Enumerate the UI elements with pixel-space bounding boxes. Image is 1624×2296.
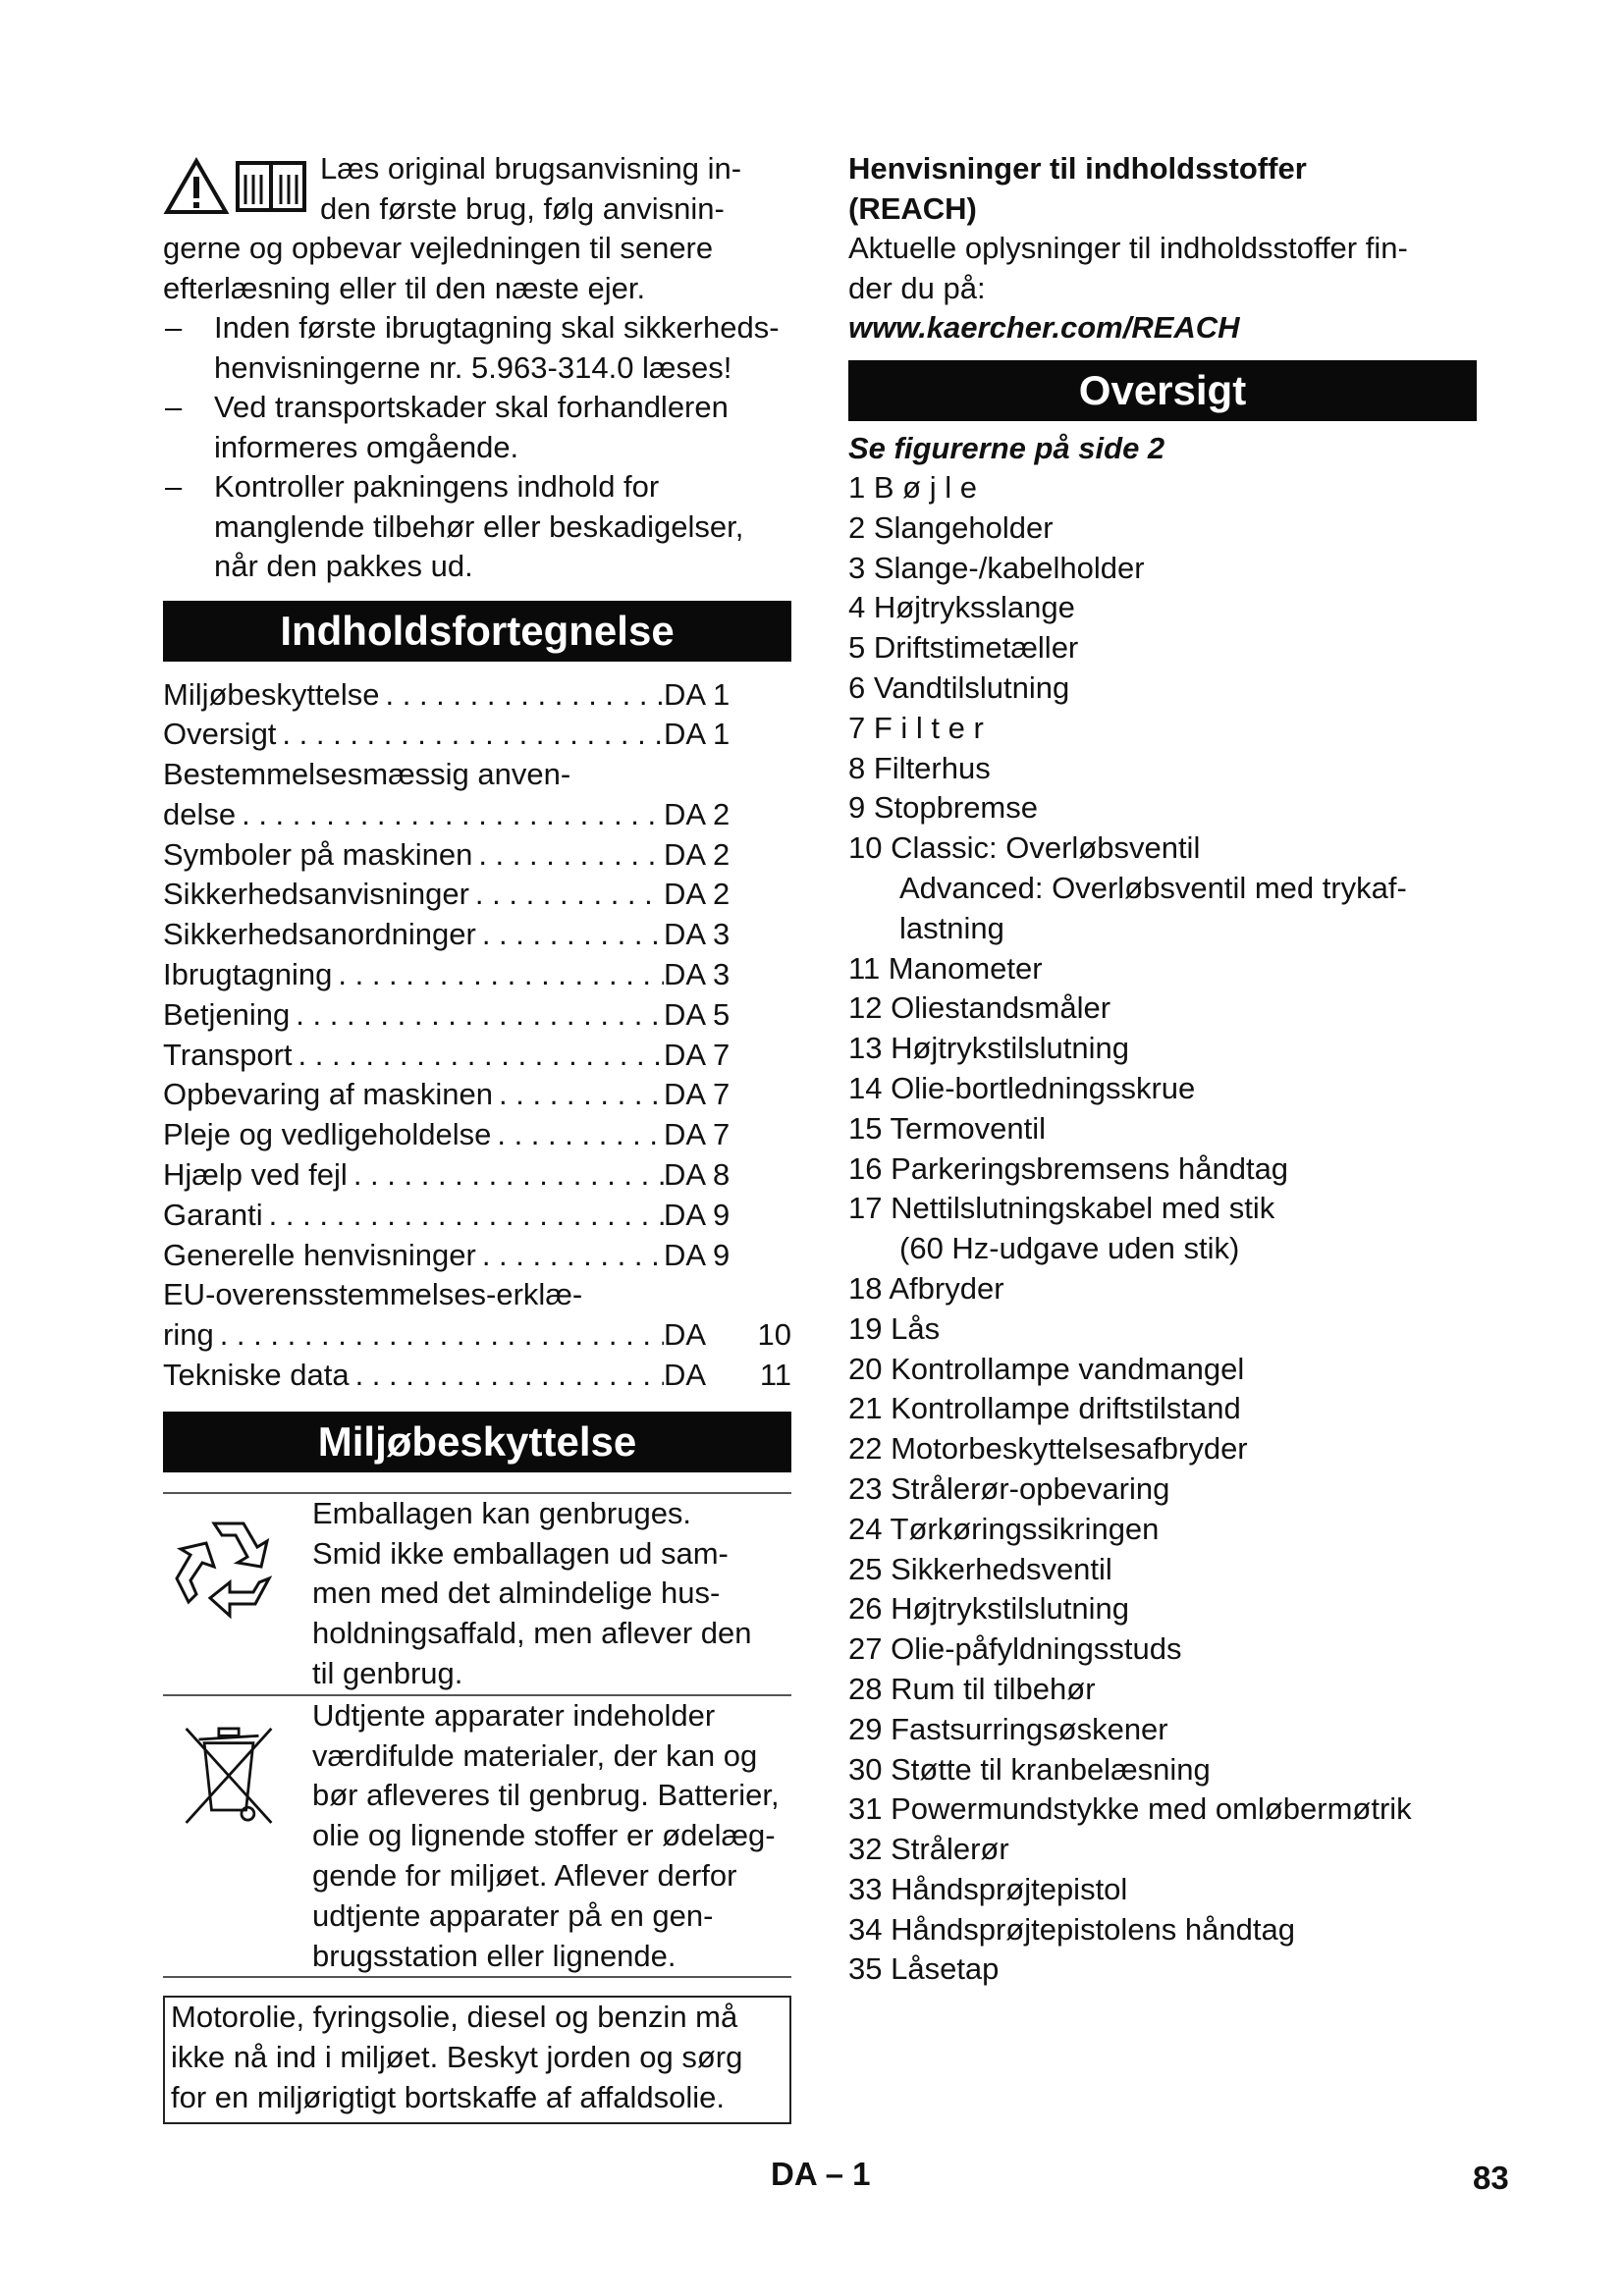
right-column xyxy=(848,149,1477,1990)
list-item-text: 21 Kontrollampe driftstilstand xyxy=(848,1391,1241,1426)
list-item-text: 6 Vandtilslutning xyxy=(848,669,1070,705)
toc-title: Pleje og vedligeholdelse xyxy=(163,1117,492,1152)
list-item-text: 11 Manometer xyxy=(848,950,1043,986)
list-item xyxy=(848,1949,1477,1990)
list-item-text: (60 Hz-udgave uden stik) xyxy=(899,1231,1240,1266)
toc-title: EU-overensstemmelses-erklæ- xyxy=(163,1277,583,1312)
toc-leader-dots xyxy=(493,1075,664,1115)
warning-line: for en miljørigtigt bortskaffe af affaldsolie. xyxy=(171,2080,726,2114)
list-item xyxy=(848,1350,1477,1390)
oil-warning-box xyxy=(163,1996,791,2123)
list-item xyxy=(848,1789,1477,1830)
toc-leader-dots xyxy=(332,955,664,995)
toc-title: Miljøbeskyttelse xyxy=(163,676,380,712)
list-item xyxy=(848,1149,1477,1190)
list-item xyxy=(848,1229,1477,1269)
list-item-text: 15 Termoventil xyxy=(848,1110,1047,1146)
toc-row[interactable] xyxy=(163,1275,791,1315)
toc-leader-dots xyxy=(350,1356,664,1396)
warning-line: ikke nå ind i miljøet. Beskyt jorden og sørg xyxy=(171,2040,743,2075)
list-item xyxy=(848,1429,1477,1469)
toc-row[interactable] xyxy=(163,1315,791,1356)
recycle-icon xyxy=(175,1514,283,1631)
bullet-dash: – xyxy=(165,469,183,504)
toc-row[interactable] xyxy=(163,955,791,995)
intro-line: gerne og opbevar vejledningen til senere xyxy=(163,231,714,265)
toc-title: Ibrugtagning xyxy=(163,957,333,992)
toc-row[interactable] xyxy=(163,1356,791,1396)
toc-leader-dots xyxy=(476,1236,664,1276)
reach-heading: Henvisninger til indholdsstoffer xyxy=(848,151,1307,186)
toc-row[interactable] xyxy=(163,1115,791,1155)
env-text-line: bør afleveres til genbrug. Batterier, xyxy=(312,1778,780,1813)
list-item xyxy=(848,1510,1477,1550)
list-item xyxy=(848,1870,1477,1910)
toc-row[interactable] xyxy=(163,1236,791,1276)
list-item xyxy=(848,1910,1477,1950)
list-item xyxy=(848,549,1477,589)
toc-page: DA 1 xyxy=(664,717,731,752)
list-item-text: 22 Motorbeskyttelsesafbryder xyxy=(848,1431,1248,1467)
reach-link[interactable]: www.kaercher.com/REACH xyxy=(848,310,1240,345)
toc-row[interactable] xyxy=(163,1196,791,1236)
toc-heading: Indholdsfortegnelse xyxy=(163,601,791,662)
toc-leader-dots xyxy=(290,995,664,1036)
toc-leader-dots xyxy=(476,915,664,955)
toc-page: DA 7 xyxy=(664,1077,731,1112)
list-item xyxy=(848,1269,1477,1309)
env-text-line: Smid ikke emballagen ud sam- xyxy=(312,1535,729,1571)
list-item xyxy=(848,1830,1477,1870)
env-text-line: gende for miljøet. Aflever derfor xyxy=(312,1858,737,1894)
overview-subheading: Se figurerne på side 2 xyxy=(848,430,1165,465)
toc-page: DA 1 xyxy=(664,676,731,712)
list-item xyxy=(848,1069,1477,1109)
list-item xyxy=(848,1309,1477,1350)
toc-page: DA 3 xyxy=(664,957,731,992)
toc-page: DA 7 xyxy=(664,1037,731,1072)
env-text-line: olie og lignende stoffer er ødelæg- xyxy=(312,1818,776,1853)
toc-title: delse xyxy=(163,796,237,831)
toc-leader-dots xyxy=(276,715,664,755)
toc-page: DA 2 xyxy=(664,836,731,872)
toc-leader-dots xyxy=(263,1196,664,1236)
list-item-text: 7 F i l t e r xyxy=(848,710,984,745)
bullet-text: informeres omgående. xyxy=(214,429,519,464)
list-item xyxy=(848,1109,1477,1149)
toc-leader-dots xyxy=(348,1155,664,1196)
toc-row[interactable] xyxy=(163,715,791,755)
intro-line: efterlæsning eller til den næste ejer. xyxy=(163,270,646,305)
env-recycle-block xyxy=(163,1492,791,1694)
list-item-text: 20 Kontrollampe vandmangel xyxy=(848,1351,1245,1386)
list-item-text: 30 Støtte til kranbelæsning xyxy=(848,1751,1211,1787)
reach-heading: (REACH) xyxy=(848,190,977,226)
list-item-text: 35 Låsetap xyxy=(848,1951,1000,1987)
intro-line: Læs original brugsanvisning in- xyxy=(320,151,742,186)
list-item xyxy=(848,909,1477,949)
list-item xyxy=(848,1629,1477,1670)
bullet-text: manglende tilbehør eller beskadigelser, xyxy=(214,508,744,544)
toc-leader-dots xyxy=(491,1115,664,1155)
list-item-text: 9 Stopbremse xyxy=(848,790,1038,826)
list-item xyxy=(848,709,1477,749)
list-item-text: 32 Strålerør xyxy=(848,1832,1009,1867)
toc-title: ring xyxy=(163,1317,214,1353)
list-item-text: 29 Fastsurringsøskener xyxy=(848,1711,1168,1746)
list-item-text: 26 Højtrykstilslutning xyxy=(848,1591,1129,1627)
list-item xyxy=(848,1670,1477,1710)
toc-title: Bestemmelsesmæssig anven- xyxy=(163,757,571,792)
list-item xyxy=(848,1029,1477,1069)
list-item-text: 8 Filterhus xyxy=(848,750,991,785)
list-item-text: 12 Oliestandsmåler xyxy=(848,990,1111,1026)
list-item xyxy=(848,749,1477,789)
list-item xyxy=(848,1389,1477,1429)
toc-title: Opbevaring af maskinen xyxy=(163,1077,494,1112)
list-item-text: 19 Lås xyxy=(848,1310,941,1346)
toc-title: Oversigt xyxy=(163,717,277,752)
intro-bullet xyxy=(163,388,791,467)
list-item-text: 1 B ø j l e xyxy=(848,470,977,505)
intro-bullet xyxy=(163,467,791,587)
toc-row[interactable] xyxy=(163,915,791,955)
reach-text: Aktuelle oplysninger til indholdsstoffer fin- xyxy=(848,231,1408,265)
list-item-text: 34 Håndsprøjtepistolens håndtag xyxy=(848,1911,1295,1947)
list-item xyxy=(848,468,1477,508)
env-text-line: Udtjente apparater indeholder xyxy=(312,1697,716,1733)
env-text-line: udtjente apparater på en gen- xyxy=(312,1897,714,1933)
env-text-line: til genbrug. xyxy=(312,1656,463,1691)
bullet-text: Ved transportskader skal forhandleren xyxy=(214,390,729,424)
toc-page: DA 2 xyxy=(664,796,731,831)
toc-title: Sikkerhedsanvisninger xyxy=(163,877,469,912)
toc-row[interactable] xyxy=(163,835,791,876)
list-item-text: 3 Slange-/kabelholder xyxy=(848,550,1145,585)
env-text-line: værdifulde materialer, der kan og xyxy=(312,1737,758,1773)
toc-row[interactable] xyxy=(163,1036,791,1076)
list-item-text: 28 Rum til tilbehør xyxy=(848,1671,1096,1706)
toc-page-num: 11 xyxy=(759,1358,791,1393)
toc-leader-dots xyxy=(469,875,664,915)
toc-leader-dots xyxy=(472,835,664,876)
toc-row[interactable] xyxy=(163,1155,791,1196)
toc-page: DA xyxy=(664,1317,707,1353)
intro-section xyxy=(163,149,791,587)
crossed-bin-icon xyxy=(175,1716,283,1834)
bullet-text: Inden første ibrugtagning skal sikkerheds- xyxy=(214,310,780,345)
list-item-text: 10 Classic: Overløbsventil xyxy=(848,830,1201,866)
toc-title: Tekniske data xyxy=(163,1358,350,1393)
toc-row[interactable] xyxy=(163,1075,791,1115)
toc-leader-dots xyxy=(293,1036,664,1076)
warning-triangle-icon xyxy=(167,161,226,212)
toc-page-num: 10 xyxy=(757,1317,791,1353)
list-item xyxy=(848,588,1477,628)
toc-row[interactable] xyxy=(163,995,791,1036)
toc-leader-dots xyxy=(214,1315,664,1356)
toc-row[interactable] xyxy=(163,755,791,795)
list-item-text: 33 Håndsprøjtepistol xyxy=(848,1871,1128,1906)
list-item xyxy=(848,788,1477,828)
bullet-dash: – xyxy=(165,310,183,345)
list-item xyxy=(848,1550,1477,1590)
toc-leader-dots xyxy=(380,675,665,716)
left-column xyxy=(163,149,791,2124)
list-item-text: 27 Olie-påfyldningsstuds xyxy=(848,1631,1182,1667)
list-item-text: 5 Driftstimetæller xyxy=(848,630,1079,666)
toc-title: Generelle henvisninger xyxy=(163,1237,476,1272)
toc-title: Sikkerhedsanordninger xyxy=(163,917,476,952)
toc-page: DA 2 xyxy=(664,877,731,912)
intro-bullet xyxy=(163,308,791,388)
list-item-text: 17 Nettilslutningskabel med stik xyxy=(848,1191,1275,1226)
warning-book-icons xyxy=(163,157,310,216)
list-item xyxy=(848,828,1477,869)
toc-row[interactable] xyxy=(163,675,791,716)
page-code: DA – 1 xyxy=(771,2156,871,2192)
env-text-line: holdningsaffald, men aflever den xyxy=(312,1616,752,1651)
list-item xyxy=(848,1589,1477,1629)
list-item xyxy=(848,949,1477,989)
env-text-line: brugsstation eller lignende. xyxy=(312,1938,677,1973)
list-item-text: 13 Højtrykstilslutning xyxy=(848,1031,1129,1066)
list-item-text: 24 Tørkøringssikringen xyxy=(848,1511,1160,1546)
toc-page: DA 9 xyxy=(664,1197,731,1232)
bullet-text: henvisningerne nr. 5.963-314.0 læses! xyxy=(214,349,732,385)
toc-title: Hjælp ved fejl xyxy=(163,1157,348,1193)
list-item xyxy=(848,1750,1477,1790)
toc-title: Symboler på maskinen xyxy=(163,836,473,872)
list-item xyxy=(848,988,1477,1029)
list-item xyxy=(848,668,1477,709)
list-item xyxy=(848,628,1477,668)
toc-page: DA 7 xyxy=(664,1117,731,1152)
list-item-text: 14 Olie-bortledningsskrue xyxy=(848,1070,1196,1105)
list-item-text: 16 Parkeringsbremsens håndtag xyxy=(848,1150,1289,1186)
bullet-dash: – xyxy=(165,390,183,424)
toc-page: DA 3 xyxy=(664,917,731,952)
list-item-text: 23 Strålerør-opbevaring xyxy=(848,1470,1170,1506)
toc-page: DA 9 xyxy=(664,1237,731,1272)
overview-heading: Oversigt xyxy=(848,360,1477,421)
list-item-text: 18 Afbryder xyxy=(848,1270,1004,1306)
bullet-text: Kontroller pakningens indhold for xyxy=(214,469,660,504)
env-text-line: Emballagen kan genbruges. xyxy=(312,1495,692,1530)
list-item xyxy=(848,1469,1477,1510)
list-item xyxy=(848,508,1477,549)
env-text-line: men med det almindelige hus- xyxy=(312,1575,721,1611)
list-item-text: 2 Slangeholder xyxy=(848,509,1054,545)
list-item xyxy=(848,1710,1477,1750)
intro-line: den første brug, følg anvisnin- xyxy=(320,190,725,226)
toc-row[interactable] xyxy=(163,795,791,835)
toc-page: DA 8 xyxy=(664,1157,731,1193)
list-item xyxy=(848,869,1477,909)
list-item-text: lastning xyxy=(899,910,1004,945)
toc-title: Transport xyxy=(163,1037,293,1072)
list-item-text: 25 Sikkerhedsventil xyxy=(848,1551,1112,1586)
table-of-contents xyxy=(163,675,791,1396)
toc-page: DA 5 xyxy=(664,996,731,1032)
bullet-text: når den pakkes ud. xyxy=(214,549,473,583)
toc-leader-dots xyxy=(236,795,664,835)
list-item-text: 31 Powermundstykke med omløbermøtrik xyxy=(848,1791,1412,1827)
parts-list xyxy=(848,468,1477,1990)
reach-text: der du på: xyxy=(848,270,986,305)
env-disposal-block xyxy=(163,1694,791,1979)
manual-book-icon xyxy=(238,163,304,210)
list-item xyxy=(848,1189,1477,1229)
warning-line: Motorolie, fyringsolie, diesel og benzin må xyxy=(171,2000,738,2035)
toc-title: Betjening xyxy=(163,996,291,1032)
list-item-text: Advanced: Overløbsventil med trykaf- xyxy=(899,870,1407,905)
toc-title: Garanti xyxy=(163,1197,263,1232)
toc-row[interactable] xyxy=(163,875,791,915)
env-heading: Miljøbeskyttelse xyxy=(163,1412,791,1472)
toc-page: DA xyxy=(664,1358,707,1393)
page-number: 83 xyxy=(1473,2160,1509,2196)
list-item-text: 4 Højtryksslange xyxy=(848,590,1075,625)
